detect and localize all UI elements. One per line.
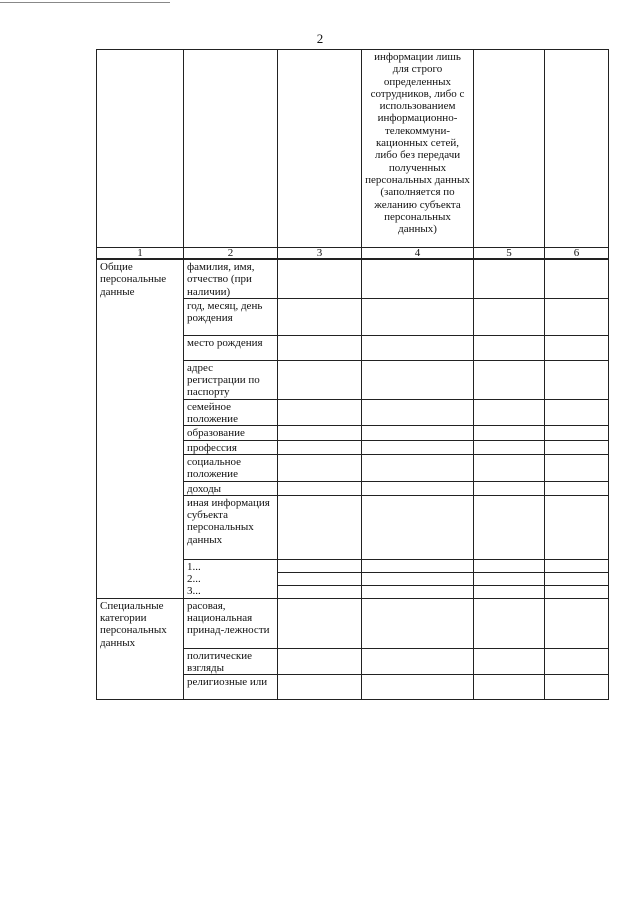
header-row bbox=[97, 50, 609, 248]
column-number: 2 bbox=[184, 248, 278, 260]
header-cell-2 bbox=[184, 50, 278, 248]
special-item: расовая, национальная принад-лежности bbox=[184, 598, 278, 648]
header-cell-6 bbox=[545, 50, 609, 248]
special-item: религиозные или bbox=[184, 675, 278, 700]
table-row bbox=[97, 598, 609, 648]
general-item: профессия bbox=[184, 440, 278, 454]
header-cell-4: информации лишь для строго определенных сотрудников, либо с использованием информационно-телекоммуни-кационных сетей, либо без передачи полученных персональных данных (заполняется по желанию субъекта персональных данных) bbox=[362, 50, 474, 248]
header-cell-3 bbox=[278, 50, 362, 248]
general-item: место рождения bbox=[184, 335, 278, 360]
general-item: год, месяц, день рождения bbox=[184, 298, 278, 335]
column-number: 5 bbox=[474, 248, 545, 260]
numbered-item: 3... bbox=[187, 585, 201, 598]
general-item: семейное положение bbox=[184, 399, 278, 426]
general-item: образование bbox=[184, 426, 278, 440]
special-item: политические взгляды bbox=[184, 648, 278, 675]
general-item: иная информация субъекта персональных данных bbox=[184, 495, 278, 559]
column-number: 6 bbox=[545, 248, 609, 260]
general-item: доходы bbox=[184, 481, 278, 495]
general-item: адрес регистрации по паспорту bbox=[184, 360, 278, 399]
column-number: 3 bbox=[278, 248, 362, 260]
general-item: фамилия, имя, отчество (при наличии) bbox=[184, 259, 278, 298]
numbered-items-cell bbox=[184, 559, 278, 598]
top-rule bbox=[0, 2, 170, 3]
general-category-label: Общие персональные данные bbox=[97, 259, 184, 598]
page-number: 2 bbox=[316, 31, 324, 46]
general-item: социальное положение bbox=[184, 454, 278, 481]
column-number-row bbox=[97, 248, 609, 260]
personal-data-table bbox=[96, 49, 609, 700]
special-category-label: Специальные категории персональных данных bbox=[97, 598, 184, 700]
column-number: 4 bbox=[362, 248, 474, 260]
table-row bbox=[97, 259, 609, 298]
column-number: 1 bbox=[97, 248, 184, 260]
numbered-item: 2... bbox=[187, 573, 201, 586]
header-cell-1 bbox=[97, 50, 184, 248]
numbered-item: 1... bbox=[187, 560, 201, 573]
header-cell-5 bbox=[474, 50, 545, 248]
